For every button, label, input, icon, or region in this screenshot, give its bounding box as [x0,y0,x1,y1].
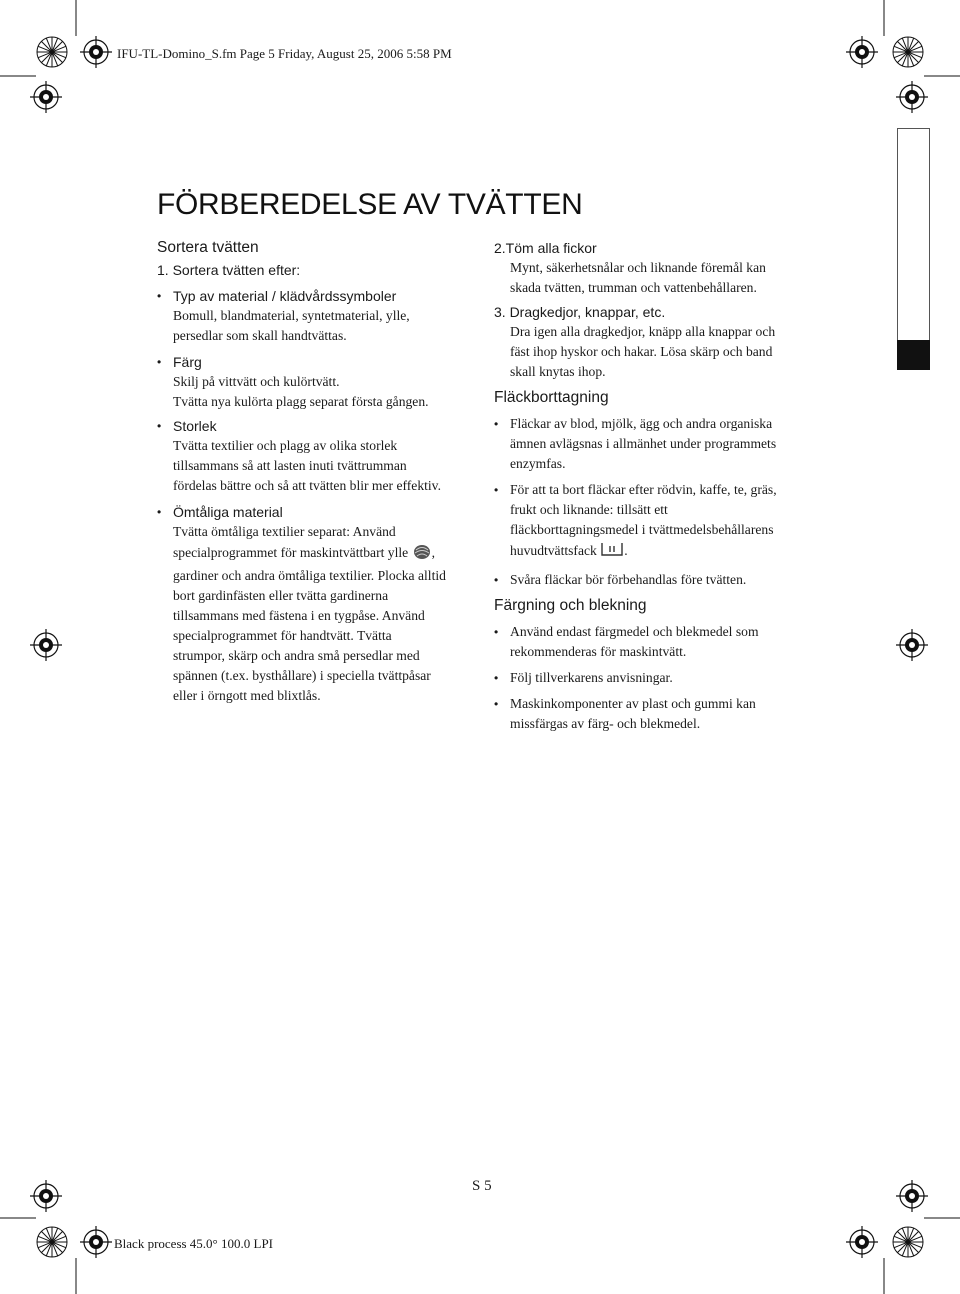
list-item [494,570,824,590]
item-text: bort gardinfästen eller tvätta gardinerna [173,588,389,603]
item-text: missfärgas av färg- och blekmedel. [510,716,701,731]
page-number: S 5 [472,1178,492,1194]
star-target-icon [37,37,67,67]
side-tab-frame [897,128,930,370]
right-column [494,238,824,734]
step-text: skall knytas ihop. [510,364,606,379]
step-heading: 2.Töm alla fickor [494,240,597,256]
item-text [173,542,487,566]
registration-mark-icon [80,36,112,68]
page-title: FÖRBEREDELSE AV TVÄTTEN [157,188,583,221]
list-item [157,416,487,496]
step-text: Mynt, säkerhetsnålar och liknande föremål kan [510,260,766,275]
registration-mark-icon [846,1226,878,1258]
step-heading: 3. Dragkedjor, knappar, etc. [494,304,666,320]
star-target-icon [893,37,923,67]
list-item [494,668,824,688]
registration-mark-icon [30,629,62,661]
item-text: För att ta bort fläckar efter rödvin, kaffe, te, gräs, [510,482,777,497]
item-text: Tvätta nya kulörta plagg separat första gången. [173,394,429,409]
item-text: fläckborttagningsmedel i tvättmedelsbehållarens [510,522,774,537]
item-text: spännen (t.ex. bysthållare) i speciella tvättpåsar [173,668,431,683]
step-text: Dra igen alla dragkedjor, knäpp alla knappar och [510,324,776,339]
section-heading: Färgning och blekning [494,597,647,614]
left-column [157,238,487,706]
list-item [157,352,487,412]
bullet-icon: • [157,419,162,433]
item-text: Skilj på vittvätt och kulörtvätt. [173,374,340,389]
item-text-fragment: , [431,545,435,561]
star-target-icon [893,1227,923,1257]
bullet-icon: • [494,417,499,431]
item-text: gardiner och andra ömtåliga textilier. Plocka alltid [173,568,446,583]
registration-mark-icon [896,629,928,661]
list-item [494,622,824,662]
section-heading: Fläckborttagning [494,389,609,406]
step-text: fäst ihop hyskor och hakar. Lösa skärp och band [510,344,773,359]
item-text: tillsammans så att lasten inuti tvättrumman [173,458,407,473]
item-heading: Typ av material / klädvårdssymboler [173,288,397,304]
list-item [494,694,824,734]
section-heading: Sortera tvätten [157,239,259,256]
item-text: specialprogrammet för handtvätt. Tvätta [173,628,392,643]
bullet-icon: • [157,355,162,369]
item-text: frukt och liknande: tillsätt ett [510,502,668,517]
list-item [157,286,487,346]
bullet-icon: • [494,573,499,587]
step-heading: 1. Sortera tvätten efter: [157,262,301,278]
registration-mark-icon [30,81,62,113]
item-text [510,540,824,564]
item-heading: Storlek [173,418,217,434]
item-heading: Färg [173,354,202,370]
item-text: Bomull, blandmaterial, syntetmaterial, ylle, [173,308,410,323]
item-text: Tvätta ömtåliga textilier separat: Använd [173,524,396,539]
wool-ball-icon [412,542,432,566]
item-text: tillsammans med fästena i en tygpåse. Använd [173,608,425,623]
item-text: eller i örngott med blixtlås. [173,688,321,703]
registration-mark-icon [80,1226,112,1258]
item-text-fragment: specialprogrammet för maskintvättbart ylle [173,545,409,561]
item-text-fragment: . [624,543,628,559]
list-item [157,502,487,706]
bullet-icon: • [494,483,499,497]
item-text: strumpor, skärp och andra små persedlar med [173,648,420,663]
item-text: enzymfas. [510,456,566,471]
list-item [494,480,824,564]
registration-mark-icon [896,1180,928,1212]
star-target-icon [37,1227,67,1257]
item-text: persedlar som skall handtvättas. [173,328,347,343]
bullet-icon: • [157,505,162,519]
item-text: Tvätta textilier och plagg av olika storlek [173,438,398,453]
item-text: Svåra fläckar bör förbehandlas före tvätten. [510,572,747,587]
item-text: Fläckar av blod, mjölk, ägg och andra organiska [510,416,773,431]
detergent-compartment-icon [600,540,624,564]
registration-mark-icon [896,81,928,113]
step-text: skada tvätten, trumman och vattenbehållaren. [510,280,757,295]
item-text: ämnen avlägsnas i allmänhet under programmets [510,436,777,451]
list-item [494,414,824,474]
bullet-icon: • [494,625,499,639]
bullet-icon: • [494,697,499,711]
item-text: fördelas bättre och så att tvätten blir mer effektiv. [173,478,441,493]
item-text: Följ tillverkarens anvisningar. [510,670,673,685]
item-text: Maskinkomponenter av plast och gummi kan [510,696,756,711]
file-header: IFU-TL-Domino_S.fm Page 5 Friday, August 25, 2006 5:58 PM [117,46,452,61]
bullet-icon: • [494,671,499,685]
item-text-fragment: huvudtvättsfack [510,543,597,559]
registration-mark-icon [846,36,878,68]
side-tab-marker [897,340,930,370]
item-heading: Ömtåliga material [173,504,283,520]
item-text: Använd endast färgmedel och blekmedel som [510,624,759,639]
item-text: rekommenderas för maskintvätt. [510,644,687,659]
registration-mark-icon [30,1180,62,1212]
file-footer: Black process 45.0° 100.0 LPI [114,1236,274,1251]
bullet-icon: • [157,289,162,303]
